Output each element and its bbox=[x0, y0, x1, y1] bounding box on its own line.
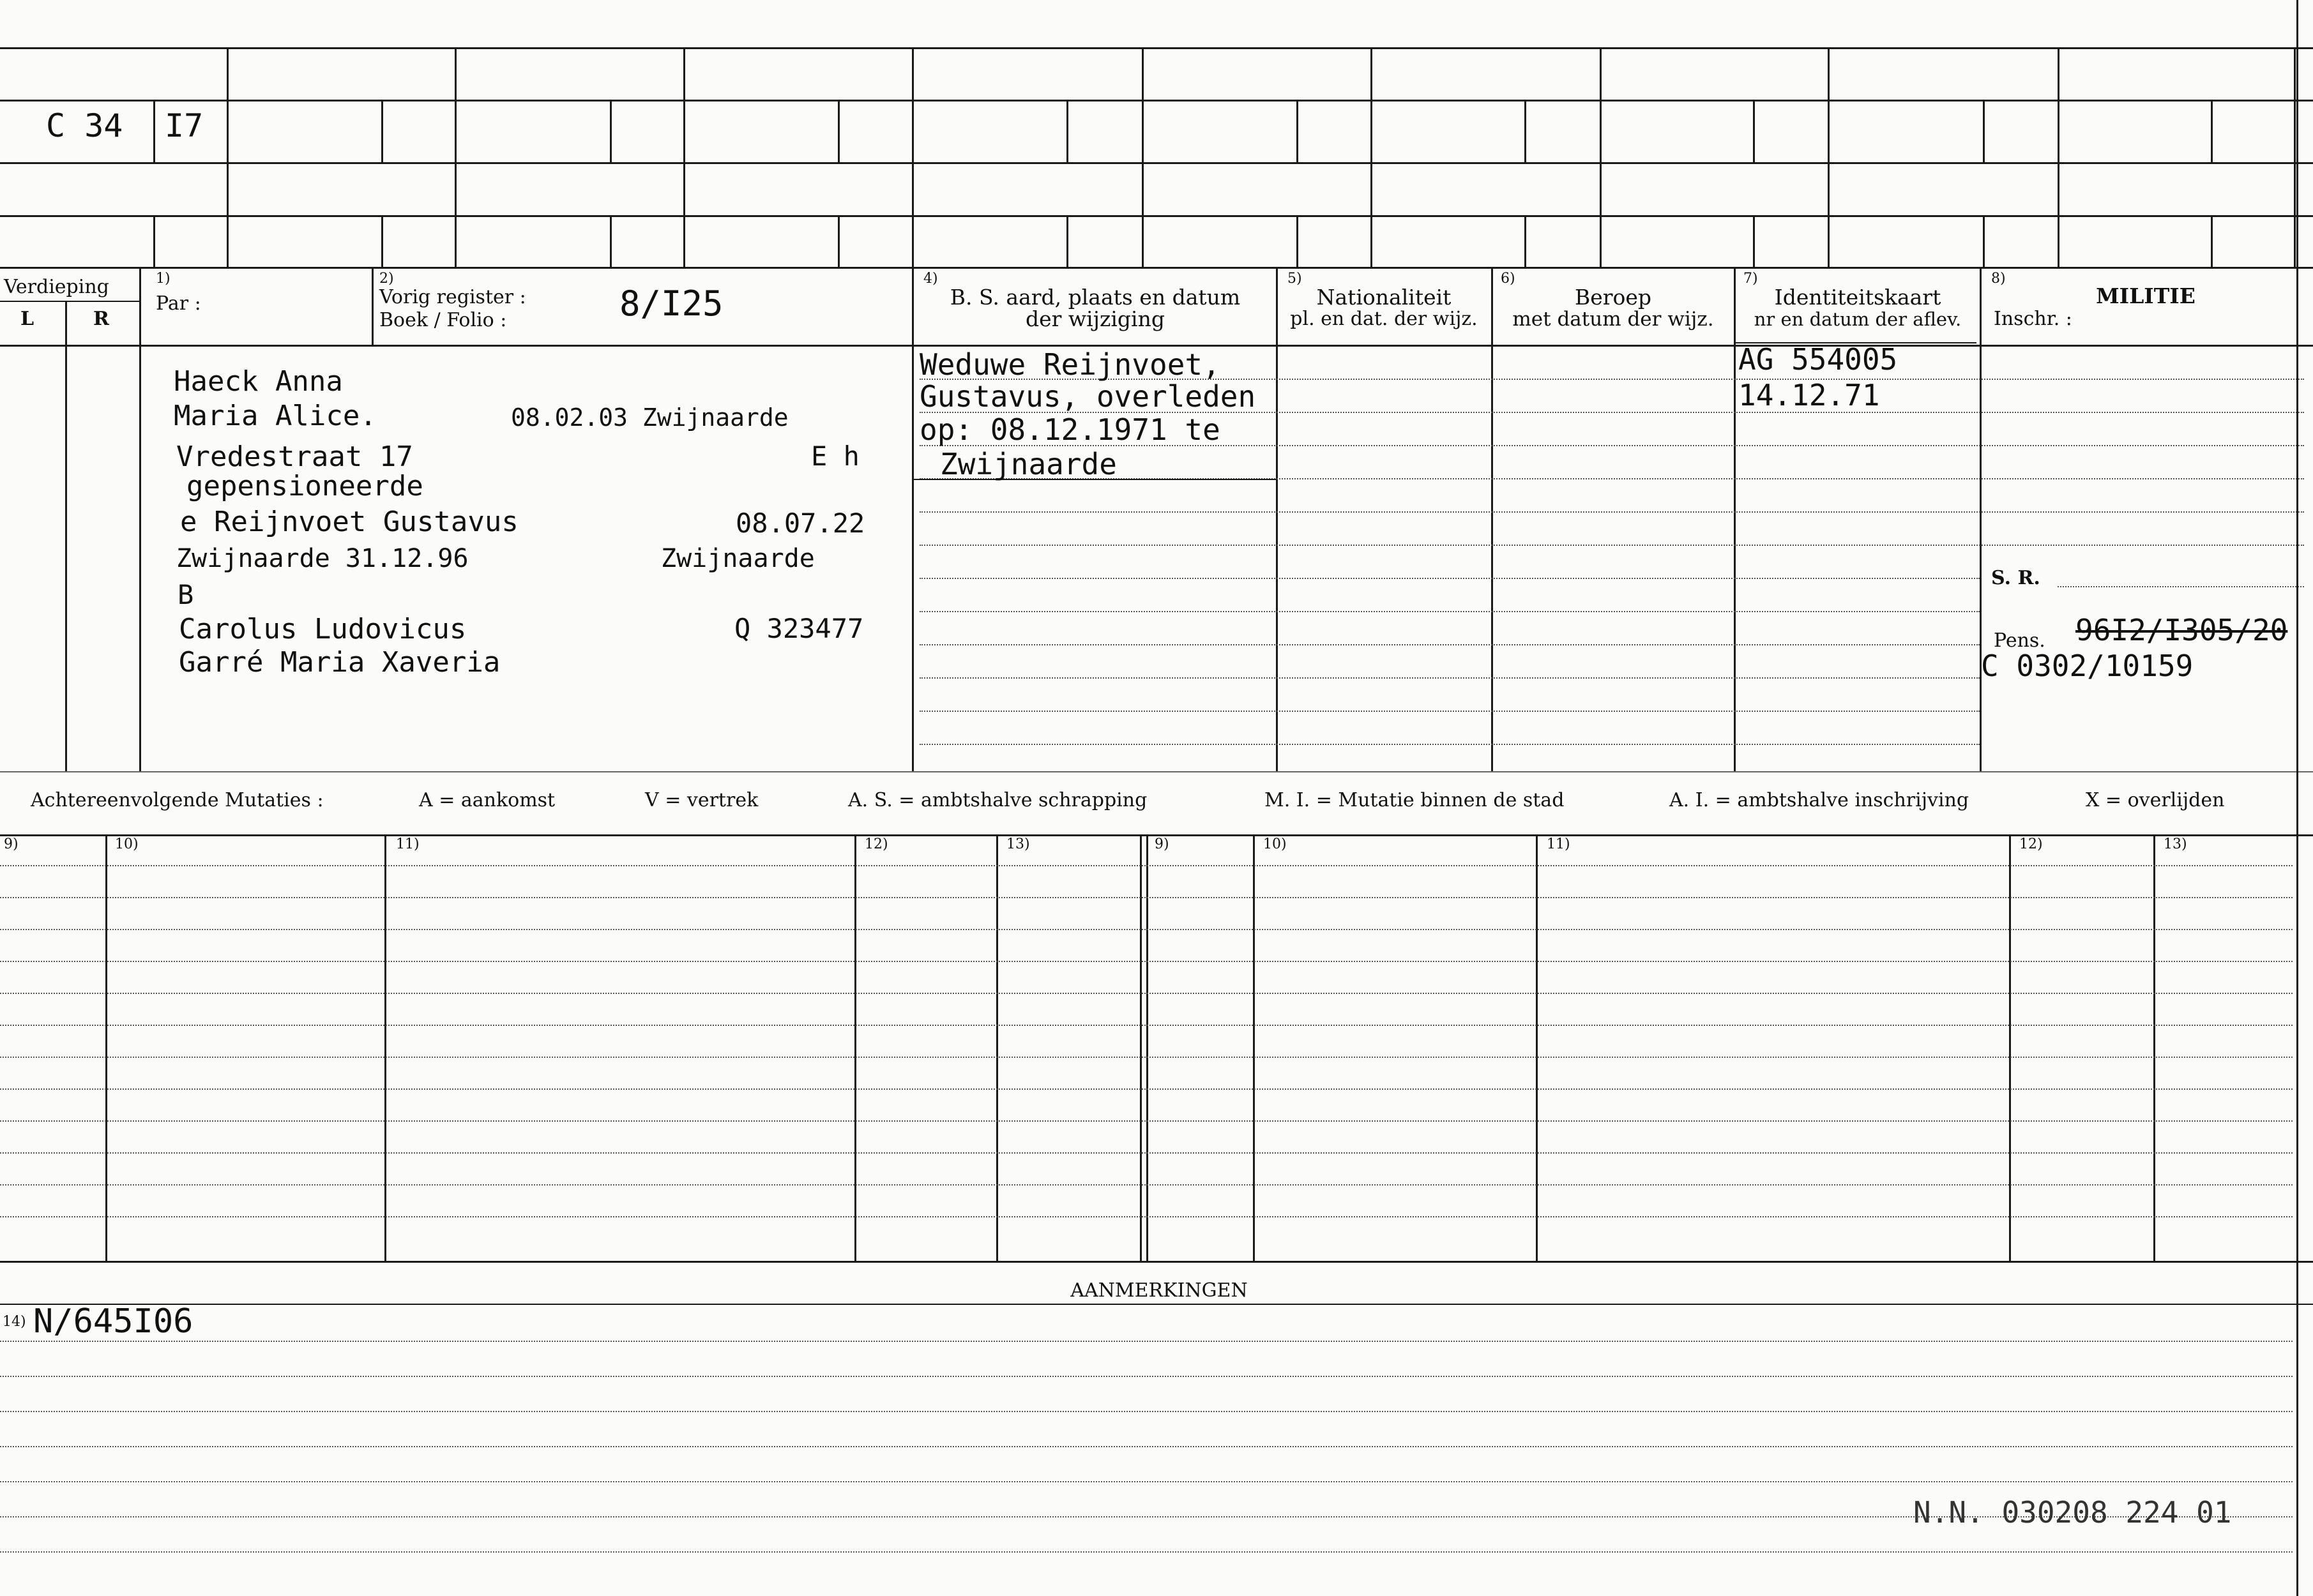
marriage-place-date: Zwijnaarde 31.12.96 bbox=[176, 544, 469, 573]
rule bbox=[0, 1184, 2293, 1186]
rule bbox=[1276, 267, 1278, 771]
rule bbox=[920, 677, 1980, 679]
birth-date-place: 08.02.03 Zwijnaarde bbox=[511, 403, 789, 432]
rule bbox=[912, 47, 914, 267]
rule bbox=[683, 47, 685, 267]
spouse-name: e Reijnvoet Gustavus bbox=[180, 506, 519, 538]
boek-folio-label: Boek / Folio : bbox=[379, 309, 507, 331]
occupation: gepensioneerde bbox=[186, 470, 423, 502]
rule bbox=[1524, 215, 1526, 267]
rule bbox=[2211, 215, 2213, 267]
person-name-line2: Maria Alice. bbox=[174, 400, 377, 432]
col-number: 1) bbox=[156, 271, 171, 287]
legend-title: Achtereenvolgende Mutaties : bbox=[31, 789, 324, 811]
rule bbox=[1253, 834, 1255, 1261]
rule bbox=[105, 834, 107, 1261]
rule bbox=[0, 345, 2313, 347]
rule bbox=[0, 771, 2313, 772]
rule bbox=[920, 744, 1980, 745]
rule bbox=[1600, 47, 1602, 267]
rule bbox=[372, 267, 374, 345]
rule bbox=[1980, 267, 1982, 771]
rule bbox=[0, 100, 2313, 102]
rule bbox=[0, 215, 2313, 217]
rule bbox=[0, 865, 2293, 866]
bs-entry-line4: Zwijnaarde bbox=[940, 447, 1117, 481]
rule bbox=[2296, 0, 2298, 1596]
rule bbox=[1828, 47, 1830, 267]
col-number: 6) bbox=[1501, 271, 1515, 287]
rule bbox=[153, 100, 155, 162]
nat-header-line1: Nationaliteit bbox=[1316, 285, 1452, 310]
sr-label: S. R. bbox=[1991, 567, 2040, 589]
col-number: 12) bbox=[2019, 836, 2043, 852]
rule bbox=[2211, 100, 2213, 162]
rule bbox=[0, 1411, 2293, 1412]
r-label: R bbox=[93, 308, 109, 330]
col-number: 2) bbox=[379, 271, 394, 287]
address: Vredestraat 17 bbox=[176, 440, 413, 473]
rule bbox=[1066, 100, 1068, 162]
marker-b: B bbox=[178, 579, 194, 610]
rule bbox=[920, 511, 2304, 513]
col-number: 11) bbox=[396, 836, 420, 852]
col-number: 13) bbox=[2164, 836, 2187, 852]
rule bbox=[0, 1481, 2293, 1482]
remarks-value: N/645I06 bbox=[33, 1302, 193, 1341]
rule bbox=[0, 1088, 2293, 1090]
reference-number: Q 323477 bbox=[734, 613, 864, 644]
rule bbox=[838, 215, 840, 267]
rule bbox=[1536, 834, 1538, 1261]
rule bbox=[2058, 586, 2304, 587]
rule bbox=[2153, 834, 2155, 1261]
id-header-line2: nr en datum der aflev. bbox=[1754, 308, 1962, 330]
rule bbox=[1066, 215, 1068, 267]
nat-header-line2: pl. en dat. der wijz. bbox=[1290, 308, 1478, 330]
rule bbox=[2294, 47, 2296, 267]
legend-mi: M. I. = Mutatie binnen de stad bbox=[1264, 789, 1565, 811]
rule bbox=[0, 897, 2293, 898]
col-number: 13) bbox=[1006, 836, 1030, 852]
rule bbox=[0, 1216, 2293, 1217]
rule bbox=[1146, 834, 1148, 1261]
col-number: 7) bbox=[1743, 271, 1758, 287]
id-card-number: AG 554005 bbox=[1738, 342, 1898, 377]
card-number: I7 bbox=[165, 107, 204, 144]
legend-ai: A. I. = ambtshalve inschrijving bbox=[1669, 789, 1969, 811]
rule bbox=[0, 1341, 2293, 1342]
militie-header: MILITIE bbox=[2096, 283, 2195, 308]
rule bbox=[1753, 215, 1755, 267]
beroep-header-line2: met datum der wijz. bbox=[1512, 308, 1714, 331]
rule bbox=[1983, 215, 1985, 267]
mother-name: Garré Maria Xaveria bbox=[179, 646, 501, 679]
rule bbox=[920, 578, 1980, 579]
rule bbox=[0, 961, 2293, 962]
rule bbox=[1370, 47, 1372, 267]
rule bbox=[0, 1376, 2293, 1377]
rule bbox=[0, 1304, 2313, 1305]
rule bbox=[381, 215, 383, 267]
rule bbox=[1296, 100, 1298, 162]
legend-as: A. S. = ambtshalve schrapping bbox=[848, 789, 1148, 811]
rule bbox=[0, 1057, 2293, 1058]
rule bbox=[1140, 834, 1142, 1261]
verdieping-label: Verdieping bbox=[4, 276, 109, 298]
rule bbox=[920, 545, 2304, 546]
rule bbox=[912, 267, 914, 771]
bs-entry-line3: op: 08.12.1971 te bbox=[920, 412, 1220, 447]
rule bbox=[0, 1120, 2293, 1122]
rule bbox=[1753, 100, 1755, 162]
id-card-date: 14.12.71 bbox=[1738, 378, 1880, 412]
rule bbox=[838, 100, 840, 162]
par-label: Par : bbox=[156, 292, 201, 315]
card-code: C 34 bbox=[46, 107, 123, 144]
rule bbox=[0, 267, 2313, 269]
status-code: E h bbox=[811, 440, 860, 472]
col-number: 10) bbox=[1263, 836, 1287, 852]
legend-a: A = aankomst bbox=[419, 789, 556, 811]
col-number: 12) bbox=[865, 836, 888, 852]
rule bbox=[0, 1261, 2313, 1263]
rule bbox=[65, 301, 67, 771]
bs-entry-line2: Gustavus, overleden bbox=[920, 379, 1256, 414]
vorig-register-value: 8/I25 bbox=[619, 283, 724, 324]
legend-x: X = overlijden bbox=[2086, 789, 2225, 811]
col-number: 9) bbox=[4, 836, 19, 852]
rule bbox=[920, 711, 1980, 712]
pens-label: Pens. bbox=[1994, 629, 2045, 652]
rule bbox=[384, 834, 386, 1261]
legend-v: V = vertrek bbox=[645, 789, 759, 811]
rule bbox=[2058, 47, 2059, 267]
rule bbox=[0, 162, 2313, 164]
bs-header-line2: der wijziging bbox=[1026, 306, 1165, 331]
rule bbox=[381, 100, 383, 162]
rule bbox=[996, 834, 998, 1261]
beroep-header-line1: Beroep bbox=[1574, 285, 1652, 310]
rule bbox=[455, 47, 457, 267]
rule bbox=[1142, 47, 1144, 267]
vorig-register-label: Vorig register : bbox=[379, 286, 526, 308]
col-number: 8) bbox=[1991, 271, 2006, 287]
spouse-birth-date: 08.07.22 bbox=[736, 508, 865, 539]
rule bbox=[1983, 100, 1985, 162]
remarks-title: AANMERKINGEN bbox=[1070, 1279, 1248, 1302]
rule bbox=[1491, 267, 1493, 771]
rule bbox=[0, 47, 2313, 49]
rule bbox=[1296, 215, 1298, 267]
rule bbox=[139, 267, 141, 771]
rule bbox=[0, 1025, 2293, 1026]
rule bbox=[0, 929, 2293, 930]
inschr-label: Inschr. : bbox=[1994, 308, 2072, 330]
rule bbox=[153, 215, 155, 267]
l-label: L bbox=[20, 308, 34, 330]
col-number: 5) bbox=[1287, 271, 1302, 287]
pens-struck-number: 96I2/I305/20 bbox=[2075, 613, 2288, 647]
rule bbox=[2009, 834, 2011, 1261]
bs-entry-line1: Weduwe Reijnvoet, bbox=[920, 347, 1220, 382]
person-name-line1: Haeck Anna bbox=[174, 365, 343, 398]
rule bbox=[0, 993, 2293, 994]
rule bbox=[0, 1446, 2293, 1447]
col-number: 10) bbox=[115, 836, 139, 852]
id-header-line1: Identiteitskaart bbox=[1774, 285, 1941, 310]
pens-number: C 0302/10159 bbox=[1981, 649, 2194, 683]
rule bbox=[1524, 100, 1526, 162]
bs-header-line1: B. S. aard, plaats en datum bbox=[950, 285, 1241, 310]
rule bbox=[920, 644, 1980, 645]
remarks-number: 14) bbox=[3, 1314, 26, 1330]
rule bbox=[0, 301, 140, 302]
rule bbox=[920, 611, 1980, 612]
father-name: Carolus Ludovicus bbox=[179, 613, 467, 645]
col-number: 9) bbox=[1155, 836, 1169, 852]
rule bbox=[227, 47, 229, 267]
national-number: N.N. 030208 224 01 bbox=[1913, 1495, 2232, 1530]
rule bbox=[0, 1152, 2293, 1154]
rule bbox=[854, 834, 856, 1261]
spouse-birth-place: Zwijnaarde bbox=[661, 544, 815, 573]
rule bbox=[610, 100, 612, 162]
rule bbox=[610, 215, 612, 267]
rule bbox=[0, 1551, 2293, 1553]
col-number: 4) bbox=[923, 271, 938, 287]
col-number: 11) bbox=[1547, 836, 1570, 852]
